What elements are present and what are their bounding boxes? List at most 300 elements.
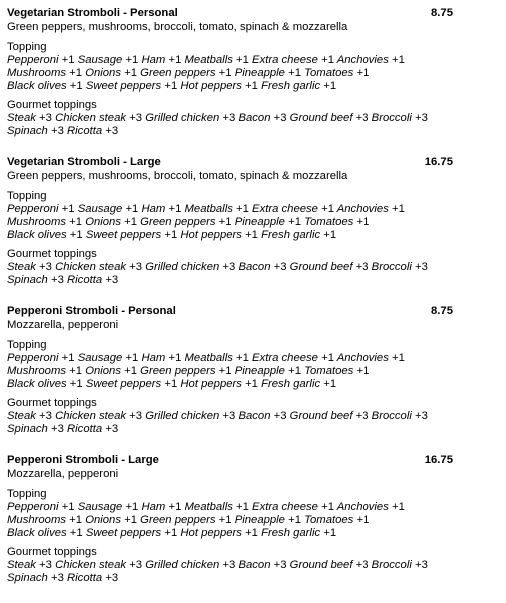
option-price: +1 — [69, 229, 83, 241]
topping-option — [7, 365, 82, 377]
item-price: 16.75 — [424, 454, 453, 466]
option-price: +1 — [356, 216, 370, 228]
topping-option — [7, 80, 83, 92]
option-name: Pepperoni — [7, 54, 59, 66]
option-price: +3 — [39, 261, 52, 273]
option-name: Spinach — [7, 125, 48, 137]
option-name: Ground beef — [289, 559, 353, 571]
option-price: +3 — [414, 559, 428, 571]
topping-option — [185, 352, 249, 364]
option-price: +1 — [124, 514, 138, 526]
option-price: +1 — [236, 501, 249, 513]
topping-option — [185, 54, 249, 66]
option-name: Ricotta — [67, 423, 103, 435]
option-name: Green peppers — [140, 216, 216, 228]
topping-option — [140, 514, 231, 526]
option-price: +1 — [356, 365, 370, 377]
item-description: Mozzarella, pepperoni — [7, 468, 119, 480]
option-name: Meatballs — [184, 203, 233, 215]
option-name: Mushrooms — [7, 365, 67, 377]
option-price: +1 — [69, 80, 83, 92]
menu-item-header — [7, 454, 453, 468]
topping-option — [7, 352, 75, 364]
option-name: Hot peppers — [180, 527, 242, 539]
option-price: +1 — [356, 67, 370, 79]
gourmet-option — [238, 261, 286, 273]
option-price: +1 — [245, 80, 258, 92]
option-price: +3 — [414, 261, 428, 273]
option-price: +3 — [129, 559, 143, 571]
topping-option-line — [7, 501, 453, 514]
gourmet-option-line — [7, 559, 453, 572]
option-name: Pepperoni — [7, 501, 59, 513]
topping-option — [304, 67, 369, 79]
option-price: +3 — [50, 423, 64, 435]
option-name: Black olives — [7, 229, 67, 241]
option-price: +1 — [321, 501, 334, 513]
item-description: Green peppers, mushrooms, broccoli, tomato, spinach & mozzarella — [7, 170, 348, 182]
option-name: Pineapple — [234, 514, 285, 526]
gourmet-option — [67, 423, 118, 435]
topping-option — [337, 501, 405, 513]
topping-label: Topping — [7, 339, 47, 351]
gourmet-option-line — [7, 572, 453, 585]
gourmet-option — [290, 410, 369, 422]
option-name: Onions — [85, 216, 121, 228]
item-name: Pepperoni Stromboli - Large — [7, 454, 159, 466]
topping-option — [7, 229, 83, 241]
option-price: +1 — [69, 67, 83, 79]
topping-option — [337, 352, 405, 364]
option-name: Black olives — [7, 378, 67, 390]
option-name: Steak — [7, 261, 36, 273]
gourmet-section — [7, 546, 453, 585]
topping-option — [304, 216, 369, 228]
gourmet-option — [67, 274, 118, 286]
gourmet-option-line — [7, 410, 453, 423]
gourmet-options — [7, 559, 453, 585]
gourmet-option — [67, 125, 118, 137]
topping-option — [235, 365, 301, 377]
topping-label: Topping — [7, 41, 47, 53]
option-price: +3 — [105, 274, 119, 286]
option-name: Green peppers — [140, 365, 216, 377]
topping-option — [337, 54, 405, 66]
gourmet-option-line — [7, 125, 453, 138]
option-name: Extra cheese — [252, 501, 318, 513]
gourmet-option — [67, 572, 118, 584]
topping-option — [78, 203, 139, 215]
option-price: +1 — [69, 378, 83, 390]
option-price: +1 — [323, 80, 337, 92]
item-name: Vegetarian Stromboli - Personal — [7, 7, 178, 19]
option-price: +1 — [168, 54, 182, 66]
topping-option — [7, 501, 75, 513]
option-price: +1 — [164, 80, 178, 92]
topping-option — [261, 229, 336, 241]
topping-option — [86, 80, 177, 92]
option-name: Pineapple — [234, 67, 285, 79]
topping-option — [7, 527, 83, 539]
option-name: Ham — [141, 501, 166, 513]
option-name: Spinach — [7, 572, 48, 584]
option-name: Extra cheese — [252, 203, 318, 215]
option-name: Steak — [7, 410, 36, 422]
topping-option — [252, 203, 334, 215]
option-price: +1 — [236, 54, 249, 66]
option-name: Hot peppers — [180, 80, 242, 92]
option-price: +1 — [392, 54, 405, 66]
item-name: Pepperoni Stromboli - Personal — [7, 305, 176, 317]
gourmet-option — [290, 559, 369, 571]
option-price: +1 — [61, 203, 75, 215]
topping-option — [337, 203, 405, 215]
option-name: Sweet peppers — [85, 229, 162, 241]
topping-option-line — [7, 229, 453, 242]
option-name: Grilled chicken — [145, 559, 220, 571]
option-name: Hot peppers — [180, 378, 242, 390]
topping-option — [85, 216, 137, 228]
topping-option — [86, 527, 177, 539]
option-name: Meatballs — [184, 352, 233, 364]
option-name: Tomatoes — [304, 365, 354, 377]
option-price: +1 — [288, 67, 301, 79]
option-price: +1 — [125, 54, 139, 66]
option-price: +1 — [124, 365, 138, 377]
option-price: +1 — [218, 67, 232, 79]
option-name: Sausage — [77, 54, 123, 66]
gourmet-option — [238, 559, 286, 571]
option-name: Sweet peppers — [85, 527, 162, 539]
topping-option — [78, 352, 139, 364]
item-price: 8.75 — [431, 7, 453, 19]
gourmet-option — [55, 261, 142, 273]
option-price: +3 — [355, 261, 369, 273]
gourmet-option — [145, 559, 235, 571]
option-name: Tomatoes — [304, 514, 354, 526]
option-price: +3 — [414, 410, 428, 422]
topping-section — [7, 339, 453, 391]
option-price: +3 — [222, 261, 236, 273]
topping-option — [261, 378, 336, 390]
item-name: Vegetarian Stromboli - Large — [7, 156, 161, 168]
item-price: 16.75 — [424, 156, 453, 168]
option-price: +3 — [355, 410, 369, 422]
topping-option — [235, 216, 301, 228]
option-name: Black olives — [7, 80, 67, 92]
gourmet-option — [7, 410, 52, 422]
option-price: +1 — [236, 352, 249, 364]
option-name: Ham — [141, 352, 166, 364]
topping-option-line — [7, 67, 453, 80]
option-price: +1 — [392, 352, 405, 364]
gourmet-section — [7, 99, 453, 138]
topping-option-line — [7, 203, 453, 216]
gourmet-option — [290, 261, 369, 273]
item-price: 8.75 — [431, 305, 453, 317]
option-name: Sweet peppers — [85, 80, 162, 92]
option-price: +3 — [222, 410, 236, 422]
option-name: Anchovies — [336, 203, 389, 215]
topping-section — [7, 190, 453, 242]
option-name: Onions — [85, 67, 121, 79]
menu-item — [7, 454, 453, 603]
option-name: Steak — [7, 559, 36, 571]
menu-item — [7, 305, 453, 454]
option-name: Extra cheese — [252, 54, 318, 66]
option-price: +1 — [69, 527, 83, 539]
topping-option — [7, 216, 82, 228]
option-name: Anchovies — [336, 352, 389, 364]
gourmet-option — [372, 559, 428, 571]
option-price: +3 — [39, 112, 52, 124]
topping-option — [141, 203, 181, 215]
item-description: Mozzarella, pepperoni — [7, 319, 119, 331]
option-name: Bacon — [238, 261, 271, 273]
option-price: +3 — [355, 559, 369, 571]
option-name: Mushrooms — [7, 67, 67, 79]
gourmet-option — [290, 112, 369, 124]
option-price: +1 — [69, 514, 83, 526]
topping-option — [85, 365, 137, 377]
option-price: +1 — [321, 203, 334, 215]
option-price: +1 — [168, 501, 182, 513]
option-price: +1 — [245, 527, 258, 539]
option-price: +1 — [356, 514, 370, 526]
option-name: Grilled chicken — [145, 410, 220, 422]
option-name: Fresh garlic — [261, 80, 321, 92]
topping-option — [78, 54, 139, 66]
topping-option — [141, 54, 181, 66]
topping-option-line — [7, 514, 453, 527]
gourmet-option — [372, 410, 428, 422]
option-price: +1 — [124, 67, 138, 79]
topping-option — [185, 501, 249, 513]
option-name: Mushrooms — [7, 514, 67, 526]
menu-item — [7, 7, 453, 156]
gourmet-section — [7, 397, 453, 436]
option-name: Green peppers — [140, 67, 216, 79]
option-name: Chicken steak — [55, 559, 127, 571]
topping-option — [7, 378, 83, 390]
topping-option-line — [7, 527, 453, 540]
option-price: +1 — [392, 501, 405, 513]
option-name: Extra cheese — [252, 352, 318, 364]
option-price: +1 — [323, 527, 337, 539]
option-price: +1 — [125, 501, 139, 513]
topping-option — [261, 80, 336, 92]
menu-list — [7, 7, 453, 603]
topping-option-line — [7, 365, 453, 378]
option-name: Fresh garlic — [261, 378, 321, 390]
option-name: Fresh garlic — [261, 527, 321, 539]
option-name: Chicken steak — [55, 410, 127, 422]
option-price: +1 — [323, 378, 337, 390]
option-price: +3 — [273, 261, 287, 273]
topping-option — [235, 67, 301, 79]
option-name: Meatballs — [184, 54, 233, 66]
option-name: Anchovies — [336, 54, 389, 66]
gourmet-option — [55, 112, 142, 124]
gourmet-option — [7, 261, 52, 273]
option-name: Pineapple — [234, 365, 285, 377]
topping-options — [7, 203, 453, 242]
gourmet-option — [55, 410, 142, 422]
option-name: Green peppers — [140, 514, 216, 526]
option-price: +1 — [164, 527, 178, 539]
option-price: +1 — [245, 378, 258, 390]
topping-option — [235, 514, 301, 526]
gourmet-label: Gourmet toppings — [7, 546, 97, 558]
option-price: +1 — [69, 216, 83, 228]
option-price: +1 — [218, 365, 232, 377]
option-price: +1 — [323, 229, 337, 241]
option-price: +1 — [124, 216, 138, 228]
option-name: Broccoli — [371, 559, 412, 571]
option-name: Bacon — [238, 559, 271, 571]
topping-option-line — [7, 378, 453, 391]
option-name: Tomatoes — [304, 67, 354, 79]
option-price: +1 — [168, 352, 182, 364]
option-price: +3 — [105, 423, 119, 435]
option-name: Onions — [85, 365, 121, 377]
gourmet-option — [7, 274, 64, 286]
option-price: +1 — [69, 365, 83, 377]
topping-section — [7, 488, 453, 540]
topping-option — [185, 203, 249, 215]
option-name: Ground beef — [289, 261, 353, 273]
gourmet-option — [7, 125, 64, 137]
topping-option — [252, 501, 334, 513]
option-name: Chicken steak — [55, 112, 127, 124]
option-price: +1 — [288, 365, 301, 377]
option-name: Spinach — [7, 274, 48, 286]
option-price: +3 — [50, 274, 64, 286]
option-price: +1 — [288, 216, 301, 228]
option-price: +3 — [222, 112, 236, 124]
option-name: Ham — [141, 54, 166, 66]
option-name: Ricotta — [67, 572, 103, 584]
option-price: +3 — [273, 112, 287, 124]
gourmet-option-line — [7, 274, 453, 287]
topping-option — [304, 514, 369, 526]
option-price: +1 — [164, 229, 178, 241]
option-name: Ground beef — [289, 410, 353, 422]
option-price: +1 — [218, 216, 232, 228]
menu-item — [7, 156, 453, 305]
option-name: Tomatoes — [304, 216, 354, 228]
topping-option-line — [7, 80, 453, 93]
menu-item-header — [7, 305, 453, 319]
gourmet-option — [145, 261, 235, 273]
option-name: Ricotta — [67, 125, 103, 137]
gourmet-label: Gourmet toppings — [7, 397, 97, 409]
option-name: Sausage — [77, 352, 123, 364]
option-name: Ground beef — [289, 112, 353, 124]
option-price: +3 — [50, 572, 64, 584]
option-name: Sweet peppers — [85, 378, 162, 390]
option-name: Broccoli — [371, 410, 412, 422]
option-name: Meatballs — [184, 501, 233, 513]
option-price: +3 — [129, 112, 143, 124]
topping-option — [86, 229, 177, 241]
option-price: +1 — [61, 352, 75, 364]
gourmet-option — [7, 559, 52, 571]
option-price: +1 — [125, 352, 139, 364]
option-name: Ham — [141, 203, 166, 215]
option-price: +3 — [39, 410, 52, 422]
option-name: Anchovies — [336, 501, 389, 513]
option-price: +3 — [222, 559, 236, 571]
topping-option — [261, 527, 336, 539]
option-price: +1 — [218, 514, 232, 526]
topping-options — [7, 54, 453, 93]
option-price: +1 — [236, 203, 249, 215]
topping-label: Topping — [7, 190, 47, 202]
option-price: +3 — [273, 559, 287, 571]
gourmet-option — [145, 112, 235, 124]
topping-options — [7, 501, 453, 540]
topping-option — [78, 501, 139, 513]
topping-option — [85, 514, 137, 526]
topping-option — [7, 514, 82, 526]
topping-option — [7, 67, 82, 79]
option-price: +1 — [392, 203, 405, 215]
option-price: +1 — [61, 54, 75, 66]
topping-option-line — [7, 352, 453, 365]
topping-label: Topping — [7, 488, 47, 500]
gourmet-options — [7, 410, 453, 436]
option-price: +1 — [245, 229, 258, 241]
topping-option — [140, 365, 231, 377]
topping-option — [180, 527, 258, 539]
gourmet-option — [238, 410, 286, 422]
option-name: Sausage — [77, 501, 123, 513]
option-name: Sausage — [77, 203, 123, 215]
option-name: Pepperoni — [7, 352, 59, 364]
option-price: +3 — [129, 410, 143, 422]
option-price: +3 — [129, 261, 143, 273]
topping-option — [304, 365, 369, 377]
topping-option-line — [7, 216, 453, 229]
option-name: Pineapple — [234, 216, 285, 228]
option-name: Ricotta — [67, 274, 103, 286]
topping-option — [180, 229, 258, 241]
option-price: +1 — [168, 203, 182, 215]
gourmet-option — [7, 112, 52, 124]
topping-option — [252, 54, 334, 66]
topping-option — [252, 352, 334, 364]
option-price: +3 — [105, 572, 119, 584]
option-name: Chicken steak — [55, 261, 127, 273]
option-price: +1 — [321, 352, 334, 364]
option-price: +3 — [105, 125, 119, 137]
topping-option — [141, 352, 181, 364]
option-name: Pepperoni — [7, 203, 59, 215]
option-name: Spinach — [7, 423, 48, 435]
option-name: Bacon — [238, 410, 271, 422]
option-price: +3 — [273, 410, 287, 422]
option-price: +3 — [414, 112, 428, 124]
gourmet-section — [7, 248, 453, 287]
option-name: Broccoli — [371, 261, 412, 273]
topping-option — [85, 67, 137, 79]
gourmet-option — [7, 423, 64, 435]
option-price: +1 — [125, 203, 139, 215]
option-price: +1 — [61, 501, 75, 513]
option-price: +3 — [39, 559, 52, 571]
menu-item-header — [7, 156, 453, 170]
